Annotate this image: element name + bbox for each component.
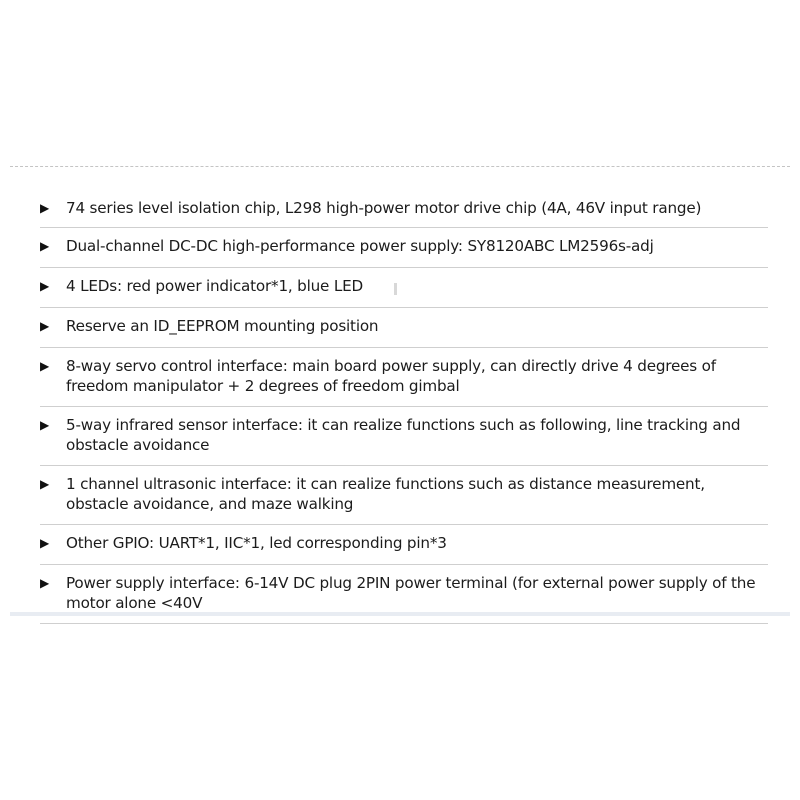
feature-text: Other GPIO: UART*1, IIC*1, led corresponding pin*3 [66,534,447,552]
list-item [40,308,768,348]
triangle-bullet-icon: ▶ [40,359,50,373]
feature-text: Reserve an ID_EEPROM mounting position [66,317,379,335]
list-item [40,268,768,308]
list-item [40,407,768,466]
feature-list [40,186,768,624]
list-item [40,348,768,407]
decorative-mark [394,283,397,295]
triangle-bullet-icon: ▶ [40,536,50,550]
bottom-divider [10,612,790,616]
feature-text: Power supply interface: 6-14V DC plug 2PIN power terminal (for external power supply of the motor alone <40V [66,574,756,612]
list-item [40,466,768,525]
triangle-bullet-icon: ▶ [40,477,50,491]
triangle-bullet-icon: ▶ [40,576,50,590]
triangle-bullet-icon: ▶ [40,201,50,215]
triangle-bullet-icon: ▶ [40,279,50,293]
top-divider [10,166,790,167]
feature-text: 74 series level isolation chip, L298 high-power motor drive chip (4A, 46V input range) [66,199,702,217]
triangle-bullet-icon: ▶ [40,319,50,333]
triangle-bullet-icon: ▶ [40,418,50,432]
list-item [40,186,768,228]
feature-text: 5-way infrared sensor interface: it can realize functions such as following, line tracking and obstacle avoidance [66,416,741,454]
list-item [40,525,768,565]
feature-text: 1 channel ultrasonic interface: it can realize functions such as distance measurement, obstacle avoidance, and maze walking [66,475,705,513]
feature-text: 4 LEDs: red power indicator*1, blue LED [66,277,363,295]
list-item [40,228,768,268]
feature-text: 8-way servo control interface: main board power supply, can directly drive 4 degrees of freedom manipulator + 2 degrees of freedom gimbal [66,357,716,395]
triangle-bullet-icon: ▶ [40,239,50,253]
feature-text: Dual-channel DC-DC high-performance power supply: SY8120ABC LM2596s-adj [66,237,654,255]
